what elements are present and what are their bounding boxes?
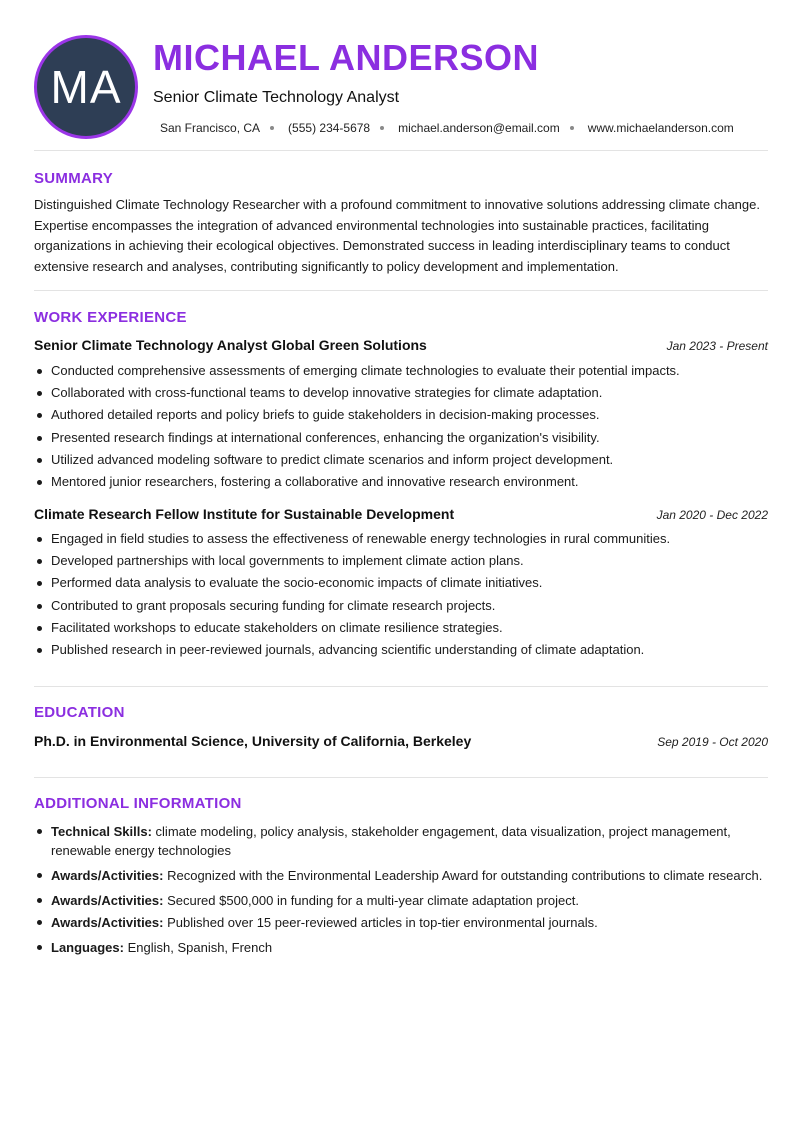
item-label: Languages:	[51, 940, 124, 955]
item-label: Awards/Activities:	[51, 868, 164, 883]
job-header	[34, 506, 768, 522]
job-bullets	[34, 360, 768, 493]
section-divider	[34, 150, 768, 151]
list-item: Published research in peer-reviewed journals, advancing scientific understanding of climate adaptation.	[34, 639, 768, 661]
list-item: Developed partnerships with local governments to implement climate action plans.	[34, 550, 768, 572]
job-dates: Jan 2020 - Dec 2022	[656, 508, 768, 522]
experience-heading: WORK EXPERIENCE	[34, 309, 187, 326]
resume-header	[34, 0, 768, 150]
education-degree: Ph.D. in Environmental Science, University of California, Berkeley	[34, 733, 472, 749]
item-label: Awards/Activities:	[51, 915, 164, 930]
avatar: MA	[34, 35, 138, 139]
candidate-name: MICHAEL ANDERSON	[153, 37, 540, 78]
list-item: Contributed to grant proposals securing funding for climate research projects.	[34, 595, 768, 617]
resume-page	[34, 0, 768, 955]
education-heading: EDUCATION	[34, 704, 125, 721]
list-item: Presented research findings at international conferences, enhancing the organization's visibility.	[34, 427, 768, 449]
list-item: Conducted comprehensive assessments of emerging climate technologies to evaluate their potential impacts.	[34, 360, 768, 382]
job-title: Senior Climate Technology Analyst	[153, 89, 400, 106]
additional-list	[34, 822, 768, 963]
contact-phone: (555) 234-5678	[288, 121, 371, 135]
education-dates: Sep 2019 - Oct 2020	[657, 735, 768, 749]
job-role: Senior Climate Technology Analyst Global Green Solutions	[34, 337, 427, 353]
item-label: Technical Skills:	[51, 824, 152, 839]
separator-dot	[270, 126, 274, 130]
item-text: climate modeling, policy analysis, stakeholder engagement, data visualization, project management, renewable energy technologies	[51, 824, 731, 858]
job-role: Climate Research Fellow Institute for Sustainable Development	[34, 506, 455, 522]
list-item: Performed data analysis to evaluate the socio-economic impacts of climate initiatives.	[34, 572, 768, 594]
item-text: English, Spanish, French	[127, 940, 273, 955]
item-text: Published over 15 peer-reviewed articles in top-tier environmental journals.	[167, 915, 598, 930]
list-item: Facilitated workshops to educate stakeholders on climate resilience strategies.	[34, 617, 768, 639]
additional-heading: ADDITIONAL INFORMATION	[34, 795, 242, 812]
section-divider	[34, 777, 768, 778]
list-item: Utilized advanced modeling software to predict climate scenarios and inform project development.	[34, 449, 768, 471]
list-item	[34, 822, 768, 860]
item-text: Secured $500,000 in funding for a multi-year climate adaptation project.	[167, 893, 580, 908]
summary-heading: SUMMARY	[34, 170, 114, 187]
contact-location: San Francisco, CA	[160, 121, 261, 135]
job-dates: Jan 2023 - Present	[666, 339, 768, 353]
job-header	[34, 337, 768, 353]
education-entry	[34, 733, 768, 749]
section-divider	[34, 686, 768, 687]
list-item	[34, 938, 768, 957]
item-text: Recognized with the Environmental Leadership Award for outstanding contributions to climate research.	[167, 868, 763, 883]
list-item: Engaged in field studies to assess the effectiveness of renewable energy technologies in rural communities.	[34, 528, 768, 550]
item-label: Awards/Activities:	[51, 893, 164, 908]
list-item	[34, 913, 768, 932]
list-item: Collaborated with cross-functional teams to develop innovative strategies for climate adaptation.	[34, 382, 768, 404]
list-item: Authored detailed reports and policy briefs to guide stakeholders in decision-making processes.	[34, 404, 768, 426]
contact-info	[160, 121, 734, 135]
section-divider	[34, 290, 768, 291]
summary-text: Distinguished Climate Technology Researcher with a profound commitment to innovative solutions addressing climate change. Expertise encompasses the integration of advanced environmental technologies into sustainable practices, facilitating organizations in achieving their ecological objectives. Demonstrated success in leading interdisciplinary teams to conduct extensive research and analyses, contributing significantly to policy development and implementation.	[34, 197, 760, 274]
separator-dot	[570, 126, 574, 130]
separator-dot	[380, 126, 384, 130]
list-item	[34, 891, 768, 910]
list-item: Mentored junior researchers, fostering a collaborative and innovative research environment.	[34, 471, 768, 493]
contact-website: www.michaelanderson.com	[587, 121, 734, 135]
job-bullets	[34, 528, 768, 661]
list-item	[34, 866, 768, 885]
contact-email: michael.anderson@email.com	[398, 121, 560, 135]
